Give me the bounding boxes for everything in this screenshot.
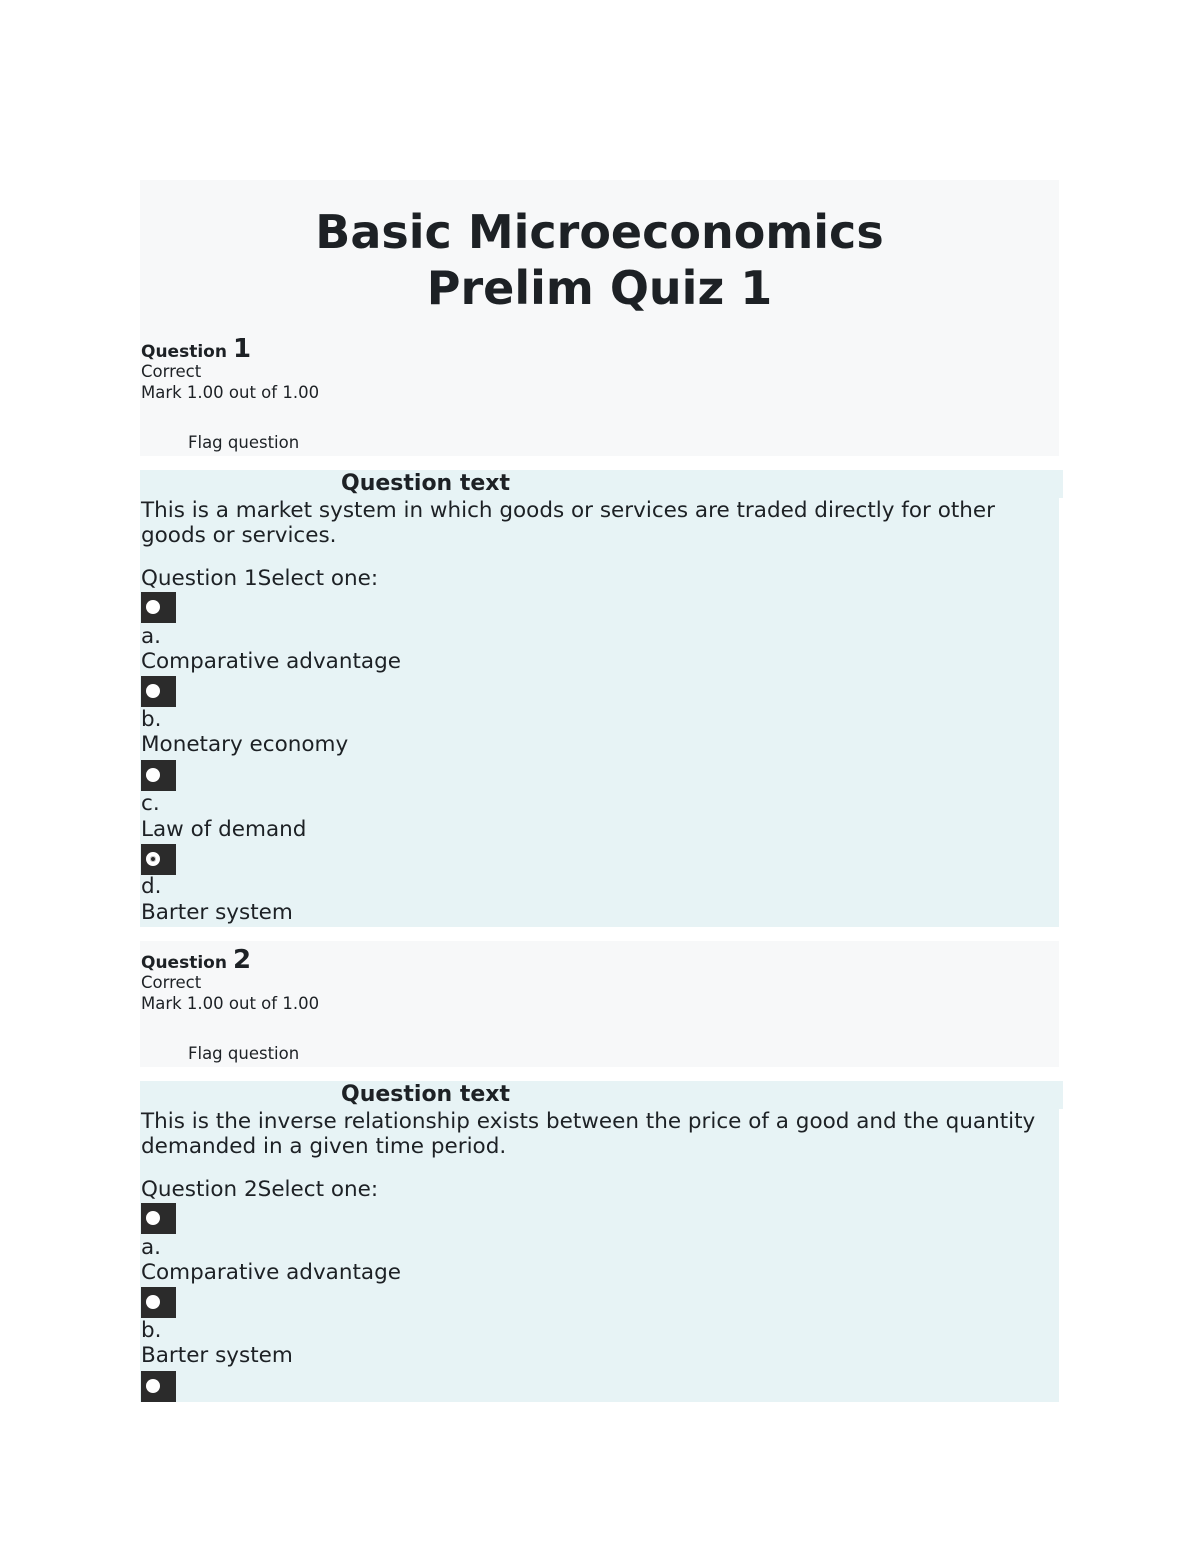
question-2-option-b-letter: b. xyxy=(141,1318,162,1343)
question-1-option-a-radio[interactable] xyxy=(141,592,176,623)
question-1-option-d-text[interactable]: Barter system xyxy=(141,900,293,925)
question-1-option-d-radio[interactable] xyxy=(141,844,176,875)
radio-checked-icon xyxy=(146,852,160,866)
radio-dot-icon xyxy=(146,1211,160,1225)
question-1-option-b-radio[interactable] xyxy=(141,676,176,707)
question-1-mark: Mark 1.00 out of 1.00 xyxy=(141,383,320,402)
question-2-option-c-radio[interactable] xyxy=(141,1371,176,1402)
question-1-content xyxy=(140,470,1059,927)
title-line-2: Prelim Quiz 1 xyxy=(426,261,773,315)
question-1-option-c-text[interactable]: Law of demand xyxy=(141,817,307,842)
question-1-option-a-text[interactable]: Comparative advantage xyxy=(141,649,401,674)
question-1-text: This is a market system in which goods or services are traded directly for other goods or services. xyxy=(141,498,995,548)
question-2-status: Correct xyxy=(141,973,202,992)
title-line-1: Basic Microeconomics xyxy=(315,205,884,259)
question-2-content xyxy=(140,1081,1059,1402)
radio-dot-icon xyxy=(146,1379,160,1393)
question-2-option-b-text[interactable]: Barter system xyxy=(141,1343,293,1368)
question-2-text: This is the inverse relationship exists between the price of a good and the quantity demanded in a given time period. xyxy=(141,1109,1036,1159)
radio-dot-icon xyxy=(146,600,160,614)
radio-dot-icon xyxy=(146,1295,160,1309)
question-1-option-d-letter: d. xyxy=(141,874,162,899)
question-2-option-a-radio[interactable] xyxy=(141,1203,176,1234)
question-1-heading xyxy=(141,334,251,364)
question-1-info xyxy=(140,180,1059,456)
question-2-flag-link[interactable]: Flag question xyxy=(188,1044,300,1063)
question-1-prompt: Question 1Select one: xyxy=(141,566,379,591)
question-label: Question xyxy=(141,342,227,362)
question-1-option-c-radio[interactable] xyxy=(141,760,176,791)
question-2-option-a-text[interactable]: Comparative advantage xyxy=(141,1260,401,1285)
question-1-option-b-letter: b. xyxy=(141,707,162,732)
question-number: 1 xyxy=(232,334,252,364)
question-label: Question xyxy=(141,953,227,973)
question-2-mark: Mark 1.00 out of 1.00 xyxy=(141,994,320,1013)
question-2-option-b-radio[interactable] xyxy=(141,1287,176,1318)
question-2-text-label: Question text xyxy=(339,1081,1063,1109)
question-number: 2 xyxy=(232,945,252,975)
question-1-flag-link[interactable]: Flag question xyxy=(188,433,300,452)
question-2-heading xyxy=(141,945,251,975)
question-2-prompt: Question 2Select one: xyxy=(141,1177,379,1202)
question-2-info xyxy=(140,941,1059,1067)
radio-dot-icon xyxy=(146,768,160,782)
question-2-option-a-letter: a. xyxy=(141,1235,162,1260)
question-1-option-c-letter: c. xyxy=(141,791,160,816)
page-title xyxy=(140,204,1059,316)
question-1-status: Correct xyxy=(141,362,202,381)
question-1-option-b-text[interactable]: Monetary economy xyxy=(141,732,349,757)
question-1-option-a-letter: a. xyxy=(141,624,162,649)
radio-dot-icon xyxy=(146,684,160,698)
question-1-text-label: Question text xyxy=(339,470,1063,498)
